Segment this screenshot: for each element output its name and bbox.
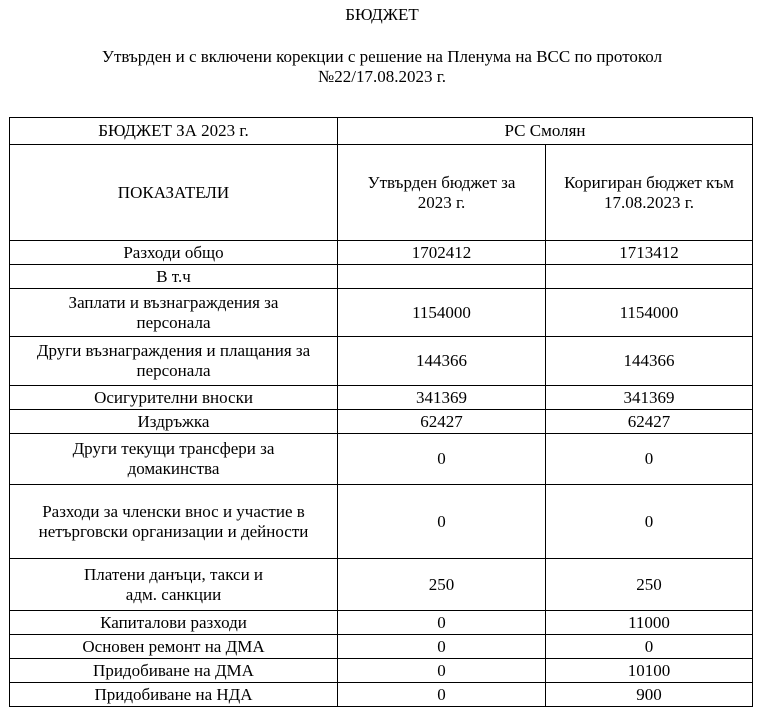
corrected-value: 10100 xyxy=(546,659,753,683)
table-row xyxy=(10,683,753,707)
table-row xyxy=(10,559,753,611)
approved-value: 0 xyxy=(338,635,546,659)
table-column-headers xyxy=(10,145,753,241)
indicator-cell xyxy=(10,659,338,683)
approved-value: 250 xyxy=(338,559,546,611)
indicator-cell xyxy=(10,485,338,559)
document-title: БЮДЖЕТ xyxy=(345,5,419,24)
indicator-line-1: Осигурителни вноски xyxy=(94,387,253,407)
indicator-line-1: Основен ремонт на ДМА xyxy=(82,636,265,656)
approved-value xyxy=(338,265,546,289)
indicator-line-2: персонала xyxy=(136,361,211,380)
indicator-cell xyxy=(10,289,338,337)
table-row xyxy=(10,410,753,434)
indicator-line-2: персонала xyxy=(136,312,211,332)
approved-value: 62427 xyxy=(338,410,546,434)
indicator-line-1: Капиталови разходи xyxy=(100,612,247,632)
indicator-line-2: нетърговски организации и дейности xyxy=(38,521,309,541)
table-header-row xyxy=(10,118,753,145)
indicator-line-1: Платени данъци, такси и xyxy=(83,564,264,584)
corrected-value: 0 xyxy=(546,485,753,559)
corrected-value: 341369 xyxy=(546,386,753,410)
approved-budget-header xyxy=(338,145,546,241)
corrected-header-line-2: 17.08.2023 г. xyxy=(603,192,695,212)
indicator-line-1: В т.ч xyxy=(156,266,191,286)
corrected-value: 144366 xyxy=(546,337,753,386)
corrected-value: 11000 xyxy=(546,611,753,635)
indicator-cell xyxy=(10,410,338,434)
corrected-value xyxy=(546,265,753,289)
corrected-value: 0 xyxy=(546,635,753,659)
indicator-cell xyxy=(10,434,338,485)
table-row xyxy=(10,289,753,337)
approved-header-line-1: Утвърден бюджет за xyxy=(367,172,516,192)
approved-header-line-2: 2023 г. xyxy=(417,192,466,212)
indicator-line-1: Други възнаграждения и плащания за xyxy=(36,341,311,360)
indicator-cell xyxy=(10,241,338,265)
table-row xyxy=(10,485,753,559)
corrected-value: 1154000 xyxy=(546,289,753,337)
table-row xyxy=(10,386,753,410)
indicator-line-1: Разходи общо xyxy=(123,242,224,262)
corrected-value: 62427 xyxy=(546,410,753,434)
indicator-line-2: домакинства xyxy=(127,459,220,478)
subtitle-line-1: Утвърден и с включени корекции с решение на Пленума на ВСС по протокол xyxy=(101,47,663,66)
table-row xyxy=(10,337,753,386)
budget-year-cell: БЮДЖЕТ ЗА 2023 г. xyxy=(10,118,338,145)
approved-value: 1154000 xyxy=(338,289,546,337)
corrected-value: 900 xyxy=(546,683,753,707)
subtitle-line-2: №22/17.08.2023 г. xyxy=(318,67,446,86)
budget-table xyxy=(9,117,753,707)
approved-value: 1702412 xyxy=(338,241,546,265)
table-row xyxy=(10,611,753,635)
corrected-value: 1713412 xyxy=(546,241,753,265)
indicator-line-1: Издръжка xyxy=(137,411,210,431)
indicator-cell xyxy=(10,683,338,707)
corrected-header-line-1: Коригиран бюджет към xyxy=(564,172,734,192)
indicator-cell xyxy=(10,386,338,410)
indicator-line-2: адм. санкции xyxy=(125,584,222,604)
table-row xyxy=(10,434,753,485)
document-subtitle xyxy=(30,47,734,87)
indicator-cell xyxy=(10,635,338,659)
indicator-cell xyxy=(10,337,338,386)
table-row xyxy=(10,659,753,683)
table-row xyxy=(10,635,753,659)
approved-value: 0 xyxy=(338,611,546,635)
corrected-value: 0 xyxy=(546,434,753,485)
indicator-cell xyxy=(10,611,338,635)
indicator-line-1: Разходи за членски внос и участие в xyxy=(42,501,305,521)
indicator-line-1: Придобиване на ДМА xyxy=(93,660,254,680)
indicator-cell xyxy=(10,559,338,611)
approved-value: 0 xyxy=(338,683,546,707)
approved-value: 0 xyxy=(338,434,546,485)
table-row xyxy=(10,241,753,265)
indicator-line-1: Други текущи трансфери за xyxy=(72,439,275,458)
approved-value: 144366 xyxy=(338,337,546,386)
corrected-value: 250 xyxy=(546,559,753,611)
approved-value: 341369 xyxy=(338,386,546,410)
table-row xyxy=(10,265,753,289)
indicator-line-1: Придобиване на НДА xyxy=(94,684,253,704)
indicator-cell xyxy=(10,265,338,289)
corrected-budget-header xyxy=(546,145,753,241)
indicators-header: ПОКАЗАТЕЛИ xyxy=(10,145,338,241)
approved-value: 0 xyxy=(338,485,546,559)
indicator-line-1: Заплати и възнаграждения за xyxy=(68,292,279,312)
court-name-cell: РС Смолян xyxy=(338,118,753,145)
approved-value: 0 xyxy=(338,659,546,683)
